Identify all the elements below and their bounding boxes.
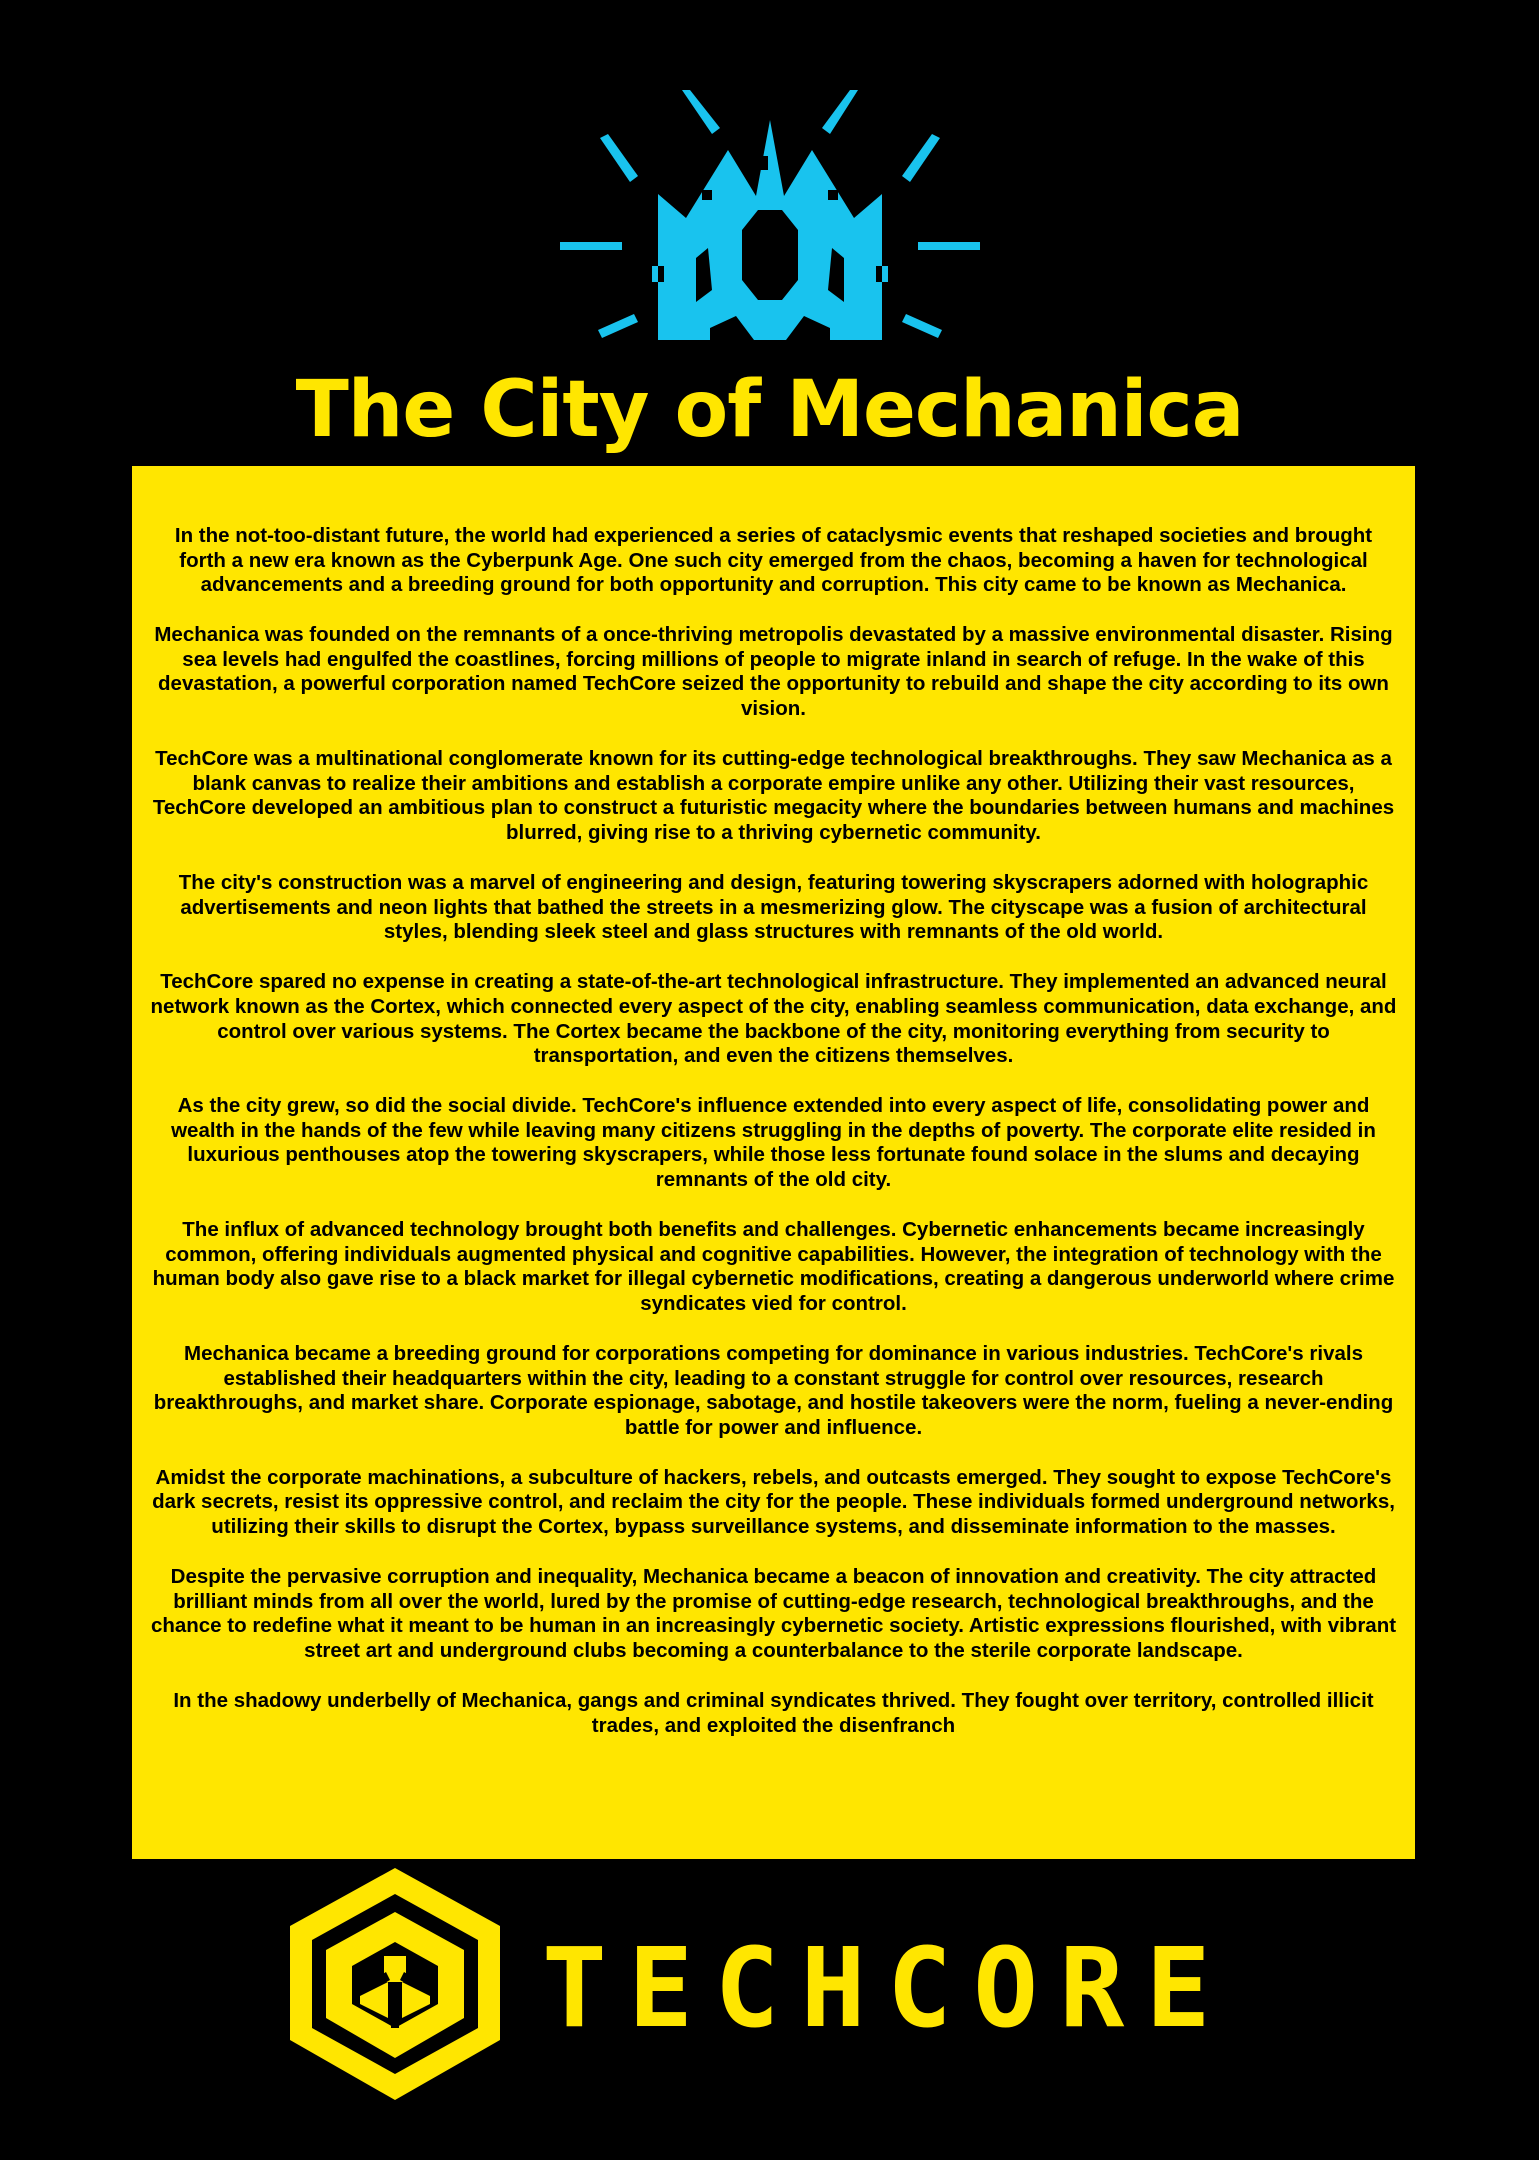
paragraph: Amidst the corporate machinations, a subculture of hackers, rebels, and outcasts emerged. They sought to expose TechCore's dark secrets, resist its oppressive control, and reclaim the city for the people. These individuals formed underground networks, utilizing their skills to disrupt the Cortex, bypass surveillance systems, and disseminate information to the masses. [152,1465,1395,1538]
paragraph: In the not-too-distant future, the world had experienced a series of cataclysmic events that reshaped societies and brought forth a new era known as the Cyberpunk Age. One such city emerged from the chaos, becoming a haven for technological advancements and a breeding ground for both opportunity and corruption. This city came to be known as Mechanica. [174,524,1373,597]
crown-icon [560,90,980,350]
page-title: The City of Mechanica [295,365,1244,455]
story-panel [132,466,1415,1859]
brand-name: TECHCORE [542,1924,1232,2052]
paragraph: The city's construction was a marvel of engineering and design, featuring towering skyscrapers adorned with holographic advertisements and neon lights that bathed the streets in a mesmerizing glow. The cityscape was a fusion of architectural styles, blending sleek steel and glass structures with remnants of the old world. [178,871,1369,944]
paragraph: TechCore spared no expense in creating a state-of-the-art technological infrastructure. They implemented an advanced neural network known as the Cortex, which connected every aspect of the city, enabling seamless communication, data exchange, and control over various systems. The Cortex became the backbone of the city, monitoring everything from security to transportation, and even the citizens themselves. [150,970,1397,1068]
paragraph: TechCore was a multinational conglomerate known for its cutting-edge technological breakthroughs. They saw Mechanica as a blank canvas to realize their ambitions and establish a corporate empire unlike any other. Utilizing their vast resources, TechCore developed an ambitious plan to construct a futuristic megacity where the boundaries between humans and machines blurred, giving rise to a thriving cybernetic community. [152,747,1395,844]
paragraph: The influx of advanced technology brought both benefits and challenges. Cybernetic enhancements became increasingly common, offering individuals augmented physical and cognitive capabilities. However, the integration of technology with the human body also gave rise to a black market for illegal cybernetic modifications, creating a dangerous underworld where crime syndicates vied for control. [152,1218,1395,1315]
hexagon-cube-logo-icon [290,1868,500,2100]
paragraph: As the city grew, so did the social divide. TechCore's influence extended into every aspect of life, consolidating power and wealth in the hands of the few while leaving many citizens struggling in the depths of poverty. The corporate elite resided in luxurious penthouses atop the towering skyscrapers, while those less fortunate found solace in the slums and decaying remnants of the old city. [171,1094,1376,1191]
paragraph: Despite the pervasive corruption and inequality, Mechanica became a beacon of innovation and creativity. The city attracted brilliant minds from all over the world, lured by the promise of cutting-edge research, technological breakthroughs, and the chance to redefine what it meant to be human in an increasingly cybernetic society. Artistic expressions flourished, with vibrant street art and underground clubs becoming a counterbalance to the sterile corporate landscape. [150,1565,1397,1662]
paragraph: In the shadowy underbelly of Mechanica, gangs and criminal syndicates thrived. They fought over territory, controlled illicit trades, and exploited the disenfranch [173,1688,1374,1737]
paragraph: Mechanica became a breeding ground for corporations competing for dominance in various industries. TechCore's rivals established their headquarters within the city, leading to a constant struggle for control over resources, research breakthroughs, and market share. Corporate espionage, sabotage, and hostile takeovers were the norm, fueling a never-ending battle for power and influence. [153,1341,1394,1439]
paragraph: Mechanica was founded on the remnants of a once-thriving metropolis devastated by a massive environmental disaster. Rising sea levels had engulfed the coastlines, forcing millions of people to migrate inland in search of refuge. In the wake of this devastation, a powerful corporation named TechCore seized the opportunity to rebuild and shape the city according to its own vision. [154,623,1393,721]
techcore-logo [290,1868,1250,2108]
